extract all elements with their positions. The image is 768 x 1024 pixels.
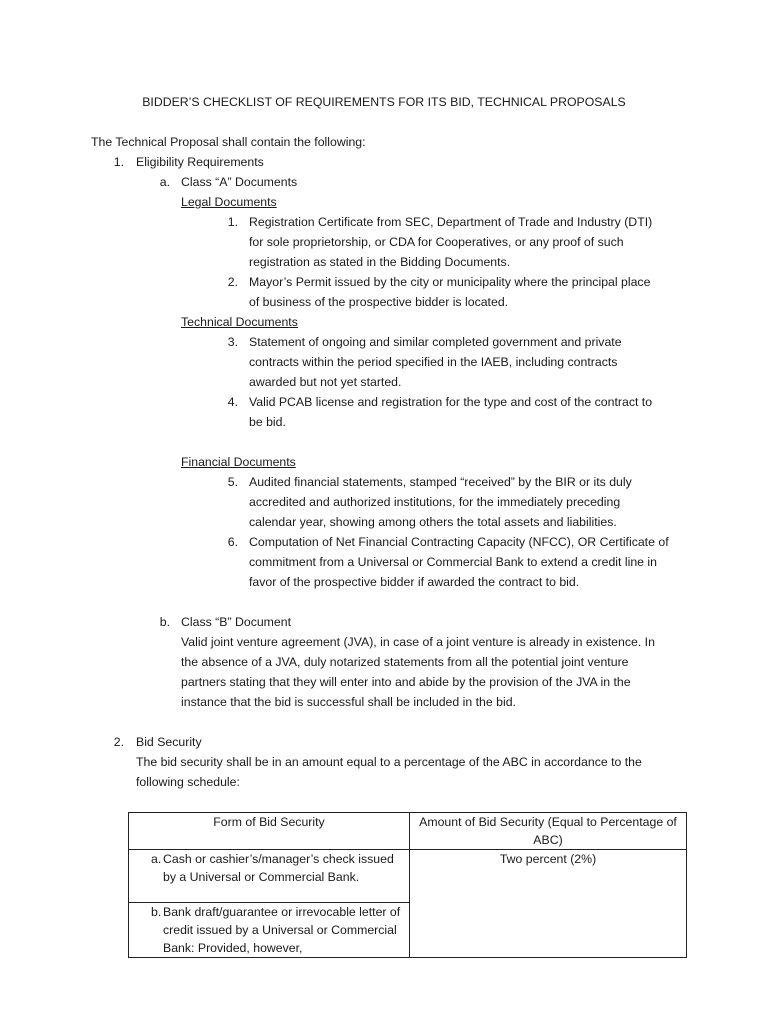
table-cell-form bbox=[129, 850, 410, 903]
table-cell-form bbox=[129, 903, 410, 958]
item-number: 6. bbox=[227, 535, 238, 549]
item-number: 5. bbox=[227, 475, 238, 489]
table-row bbox=[129, 850, 687, 903]
section-heading-eligibility: Eligibility Requirements bbox=[136, 155, 264, 169]
item-2-line: Mayor’s Permit issued by the city or municipality where the principal place bbox=[249, 275, 651, 289]
item-6-line: favor of the prospective bidder if awarded the contract to bid. bbox=[249, 575, 580, 589]
intro-text: The Technical Proposal shall contain the following: bbox=[91, 135, 366, 149]
subsection-letter: a. bbox=[159, 175, 170, 189]
item-number: 3. bbox=[227, 335, 238, 349]
item-1-line: registration as stated in the Bidding Documents. bbox=[249, 255, 511, 269]
item-number: 1. bbox=[227, 215, 238, 229]
item-number: 2. bbox=[227, 275, 238, 289]
item-6-line: Computation of Net Financial Contracting Capacity (NFCC), OR Certificate of bbox=[249, 535, 669, 549]
item-4-line: be bid. bbox=[249, 415, 286, 429]
item-3-line: contracts within the period specified in the IAEB, including contracts bbox=[249, 355, 618, 369]
subsection-heading-class-b: Class “B” Document bbox=[181, 615, 292, 629]
section-number: 1. bbox=[113, 155, 124, 169]
row-form-text: Cash or cashier’s/manager’s check issued by a Universal or Commercial Bank. bbox=[163, 852, 394, 884]
item-5-line: calendar year, showing among others the total assets and liabilities. bbox=[249, 515, 617, 529]
bid-security-table bbox=[128, 812, 687, 958]
bid-security-line: following schedule: bbox=[136, 775, 240, 789]
item-5-line: accredited and authorized institutions, for the immediately preceding bbox=[249, 495, 621, 509]
heading-legal-documents: Legal Documents bbox=[181, 195, 277, 209]
section-number: 2. bbox=[113, 735, 124, 749]
item-6-line: commitment from a Universal or Commercial Bank to extend a credit line in bbox=[249, 555, 657, 569]
class-b-line: Valid joint venture agreement (JVA), in case of a joint venture is already in existence. In bbox=[181, 635, 655, 649]
heading-technical-documents: Technical Documents bbox=[181, 315, 298, 329]
item-number: 4. bbox=[227, 395, 238, 409]
document-title: BIDDER’S CHECKLIST OF REQUIREMENTS FOR ITS BID, TECHNICAL PROPOSALS bbox=[142, 95, 626, 109]
subsection-letter: b. bbox=[159, 615, 170, 629]
row-form-text: Bank draft/guarantee or irrevocable letter of credit issued by a Universal or Commercial Bank: Provided, however, bbox=[163, 905, 401, 955]
item-2-line: of business of the prospective bidder is located. bbox=[249, 295, 509, 309]
section-heading-bid-security: Bid Security bbox=[136, 735, 202, 749]
row-amount-text: Two percent (2%) bbox=[499, 852, 597, 866]
class-b-line: the absence of a JVA, duly notarized statements from all the potential joint venture bbox=[181, 655, 629, 669]
item-3-line: awarded but not yet started. bbox=[249, 375, 402, 389]
item-3-line: Statement of ongoing and similar completed government and private bbox=[249, 335, 622, 349]
table-header-row bbox=[129, 813, 687, 850]
bid-security-line: The bid security shall be in an amount equal to a percentage of the ABC in accordance to the bbox=[136, 755, 642, 769]
item-1-line: Registration Certificate from SEC, Department of Trade and Industry (DTI) bbox=[249, 215, 653, 229]
subsection-heading-class-a: Class “A” Documents bbox=[181, 175, 298, 189]
table-cell-amount bbox=[410, 850, 687, 958]
row-letter: b. bbox=[151, 905, 162, 919]
item-5-line: Audited financial statements, stamped “received” by the BIR or its duly bbox=[249, 475, 632, 489]
row-letter: a. bbox=[151, 852, 162, 866]
table-header-form: Form of Bid Security bbox=[129, 813, 410, 850]
heading-financial-documents: Financial Documents bbox=[181, 455, 296, 469]
item-1-line: for sole proprietorship, or CDA for Cooperatives, or any proof of such bbox=[249, 235, 624, 249]
class-b-line: instance that the bid is successful shall be included in the bid. bbox=[181, 695, 516, 709]
item-4-line: Valid PCAB license and registration for the type and cost of the contract to bbox=[249, 395, 653, 409]
table-header-amount: Amount of Bid Security (Equal to Percentage of ABC) bbox=[410, 813, 687, 850]
class-b-line: partners stating that they will enter into and abide by the provision of the JVA in the bbox=[181, 675, 631, 689]
